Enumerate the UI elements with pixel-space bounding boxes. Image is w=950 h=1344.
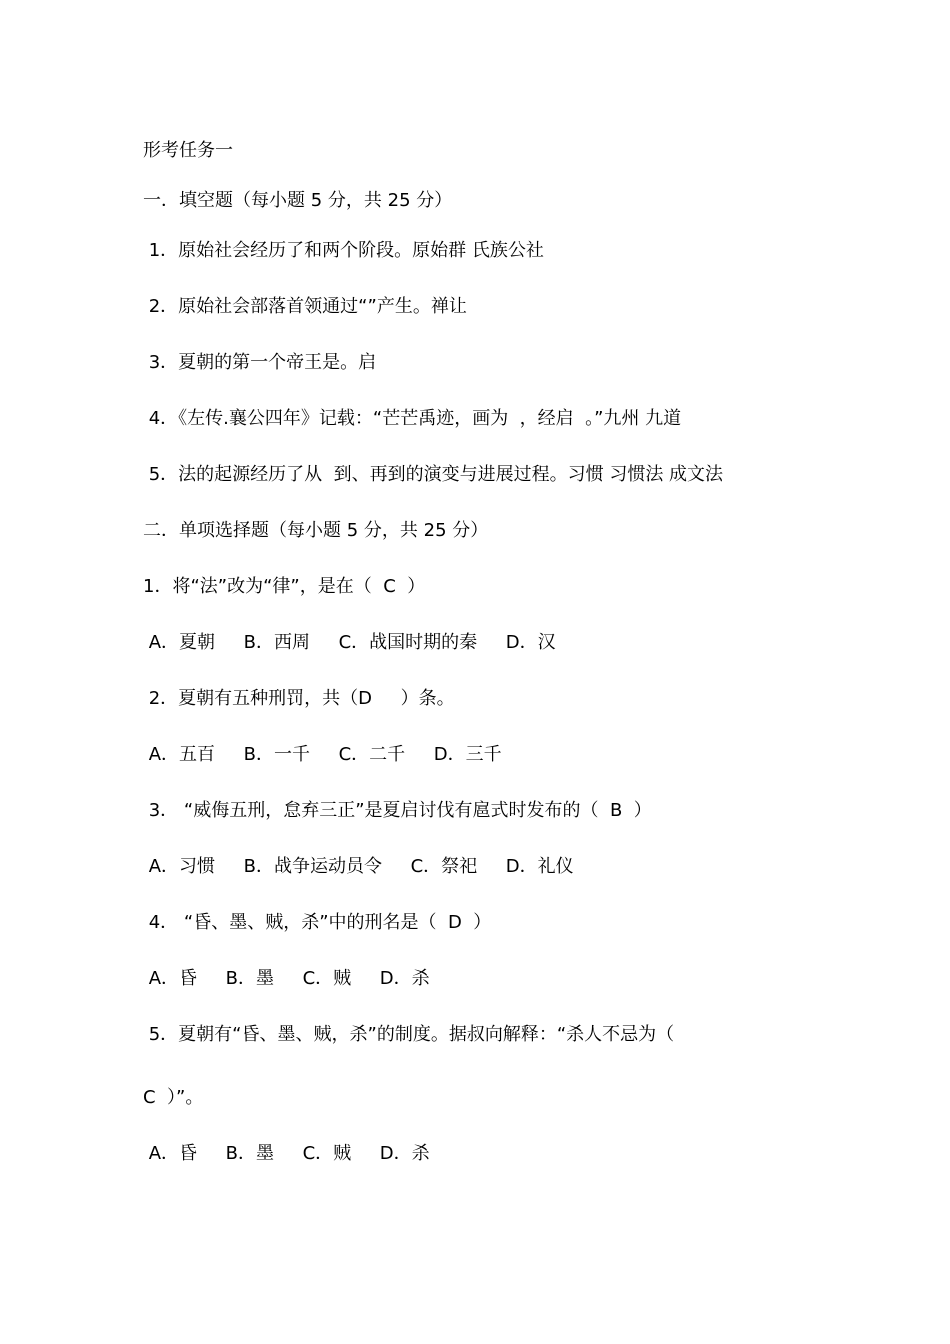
section-1-heading: 一．填空题（每小题 5 分，共 25 分） bbox=[143, 190, 453, 211]
question-3-options: A．习惯 B．战争运动员令 C．祭祀 D．礼仪 bbox=[143, 856, 574, 877]
question-5-options: A．昏 B．墨 C．贼 D．杀 bbox=[143, 1143, 430, 1164]
question-4-options: A．昏 B．墨 C．贼 D．杀 bbox=[143, 968, 430, 989]
fill-item-4: 4．《左传.襄公四年》记载：“芒芒禹迹，画为 ，经启 。”九州 九道 bbox=[143, 408, 682, 429]
fill-item-2: 2．原始社会部落首领通过“”产生。禅让 bbox=[143, 296, 467, 317]
question-2-options: A．五百 B．一千 C．二千 D．三千 bbox=[143, 744, 502, 765]
fill-item-1: 1．原始社会经历了和两个阶段。原始群 氏族公社 bbox=[143, 240, 544, 261]
question-5-continued: C ）”。 bbox=[143, 1087, 204, 1108]
question-1-options: A．夏朝 B．西周 C．战国时期的秦 D．汉 bbox=[143, 632, 556, 653]
page-title: 形考任务一 bbox=[143, 140, 233, 161]
question-5: 5．夏朝有“昏、墨、贼，杀”的制度。据叔向解释：“杀人不忌为（ bbox=[143, 1024, 675, 1045]
fill-item-5: 5．法的起源经历了从 到、再到的演变与进展过程。习惯 习惯法 成文法 bbox=[143, 464, 724, 485]
fill-item-3: 3．夏朝的第一个帝王是。启 bbox=[143, 352, 377, 373]
question-4: 4． “昏、墨、贼，杀”中的刑名是（ D ） bbox=[143, 912, 492, 933]
question-2: 2．夏朝有五种刑罚，共（D ）条。 bbox=[143, 688, 455, 709]
question-3: 3． “威侮五刑，怠弃三正”是夏启讨伐有扈式时发布的（ B ） bbox=[143, 800, 652, 821]
question-1: 1．将“法”改为“律”，是在（ C ） bbox=[143, 576, 426, 597]
section-2-heading: 二．单项选择题（每小题 5 分，共 25 分） bbox=[143, 520, 489, 541]
